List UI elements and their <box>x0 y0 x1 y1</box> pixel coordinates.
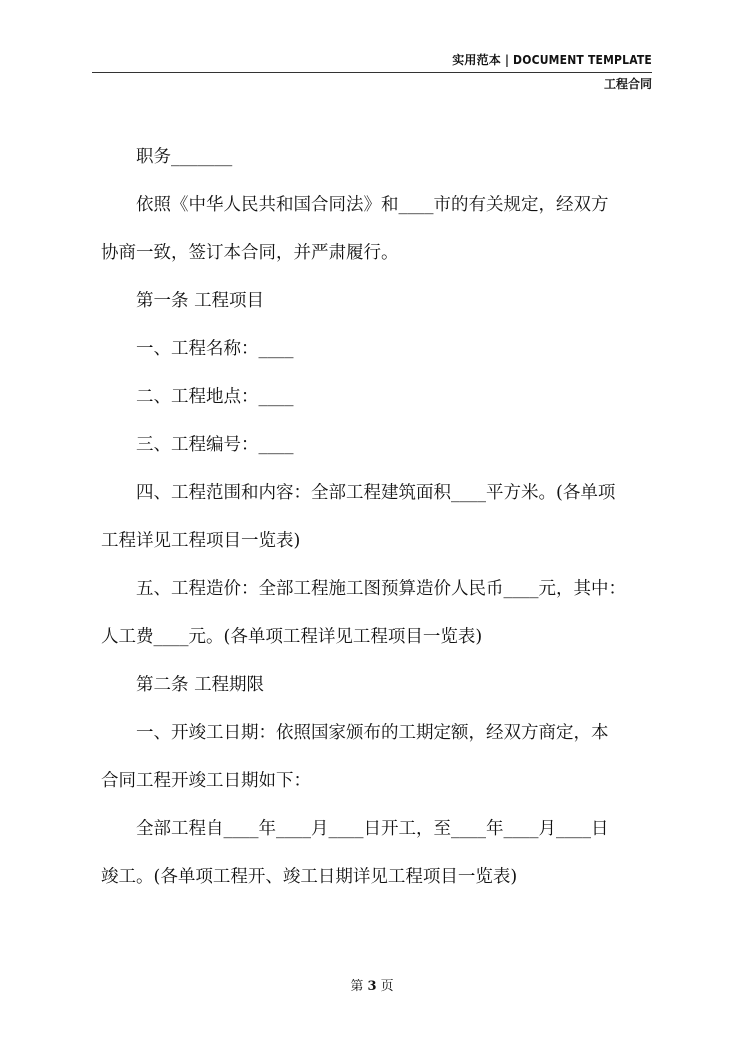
footer-prefix: 第 <box>350 979 364 994</box>
paragraph-line: 人工费____元。(各单项工程详见工程项目一览表) <box>101 627 483 647</box>
paragraph-line: 依照《中华人民共和国合同法》和____市的有关规定，经双方 <box>136 195 609 215</box>
document-body <box>101 133 657 901</box>
footer-suffix: 页 <box>380 979 394 994</box>
paragraph-line: 四、工程范围和内容：全部工程建筑面积____平方米。(各单项 <box>136 483 616 503</box>
paragraph-line: 工程详见工程项目一览表) <box>101 531 301 551</box>
paragraph-line: 合同工程开竣工日期如下： <box>101 771 311 791</box>
header-divider <box>92 72 652 73</box>
article-heading: 第二条 工程期限 <box>136 675 265 695</box>
header-title: 实用范本 | DOCUMENT TEMPLATE <box>452 53 652 67</box>
paragraph-line: 职务_______ <box>136 147 233 167</box>
paragraph-line: 一、开竣工日期：依照国家颁布的工期定额，经双方商定，本 <box>136 723 609 743</box>
paragraph-line: 一、工程名称：____ <box>136 339 294 359</box>
header-subtitle: 工程合同 <box>603 77 652 91</box>
paragraph-line: 竣工。(各单项工程开、竣工日期详见工程项目一览表) <box>101 867 518 887</box>
paragraph-line: 二、工程地点：____ <box>136 387 294 407</box>
paragraph-line: 五、工程造价：全部工程施工图预算造价人民币____元，其中： <box>136 579 626 599</box>
page-number: 3 <box>367 979 377 994</box>
page-footer <box>0 975 744 994</box>
page-header <box>92 50 652 94</box>
paragraph-line: 三、工程编号：____ <box>136 435 294 455</box>
article-heading: 第一条 工程项目 <box>136 291 265 311</box>
paragraph-line: 协商一致，签订本合同，并严肃履行。 <box>101 243 399 263</box>
paragraph-line: 全部工程自____年____月____日开工，至____年____月____日 <box>136 819 609 839</box>
